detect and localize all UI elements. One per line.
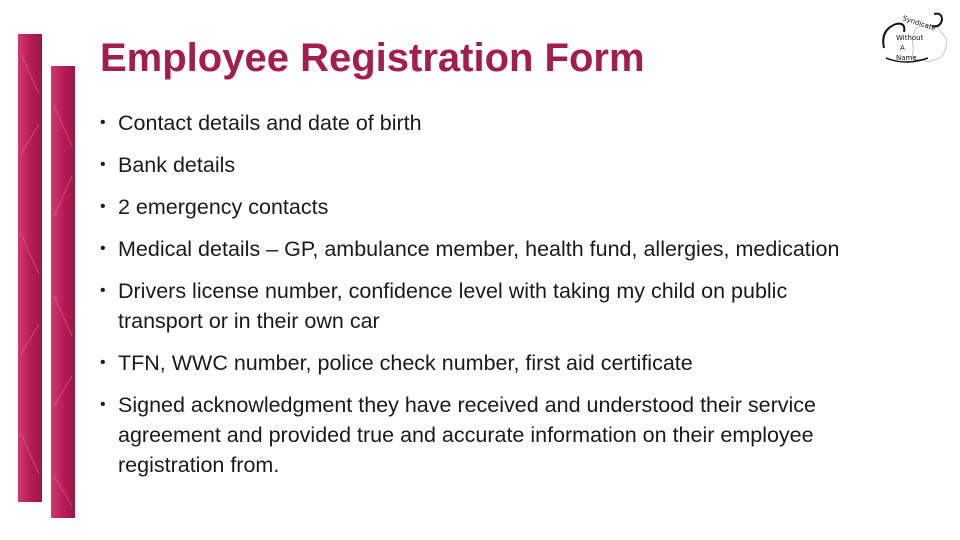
bullet-text: Medical details – GP, ambulance member, health fund, allergies, medication xyxy=(118,237,840,261)
bullet-item xyxy=(100,276,860,336)
bullet-text: Signed acknowledgment they have received and understood their service agreement and provided true and accurate information on their employee registration from. xyxy=(118,393,816,477)
bullet-dot: • xyxy=(100,156,106,173)
syndicate-logo xyxy=(876,8,952,68)
bullet-dot: • xyxy=(100,198,106,215)
bullet-text: Contact details and date of birth xyxy=(118,111,422,135)
bullet-list xyxy=(100,108,860,492)
slide-title: Employee Registration Form xyxy=(100,36,645,80)
bullet-item xyxy=(100,192,860,222)
bullet-text: Drivers license number, confidence level with taking my child on public transport or in their own car xyxy=(118,279,788,333)
bullet-text: 2 emergency contacts xyxy=(118,195,329,219)
bullet-dot: • xyxy=(100,114,106,131)
decorative-bar-right xyxy=(51,66,75,518)
bullet-item xyxy=(100,348,860,378)
bullet-text: TFN, WWC number, police check number, first aid certificate xyxy=(118,351,693,375)
logo-word-2: Without xyxy=(896,34,924,42)
bullet-dot: • xyxy=(100,396,106,413)
bullet-dot: • xyxy=(100,240,106,257)
logo-word-4: Name xyxy=(896,54,917,62)
bullet-item xyxy=(100,234,860,264)
bullet-item xyxy=(100,108,860,138)
bullet-item xyxy=(100,150,860,180)
bullet-dot: • xyxy=(100,354,106,371)
bullet-text: Bank details xyxy=(118,153,236,177)
logo-word-1: Syndicate xyxy=(901,14,937,33)
bullet-dot: • xyxy=(100,282,106,299)
logo-word-3: A xyxy=(900,44,905,52)
bullet-item xyxy=(100,390,860,480)
decorative-bar-left xyxy=(18,34,42,502)
